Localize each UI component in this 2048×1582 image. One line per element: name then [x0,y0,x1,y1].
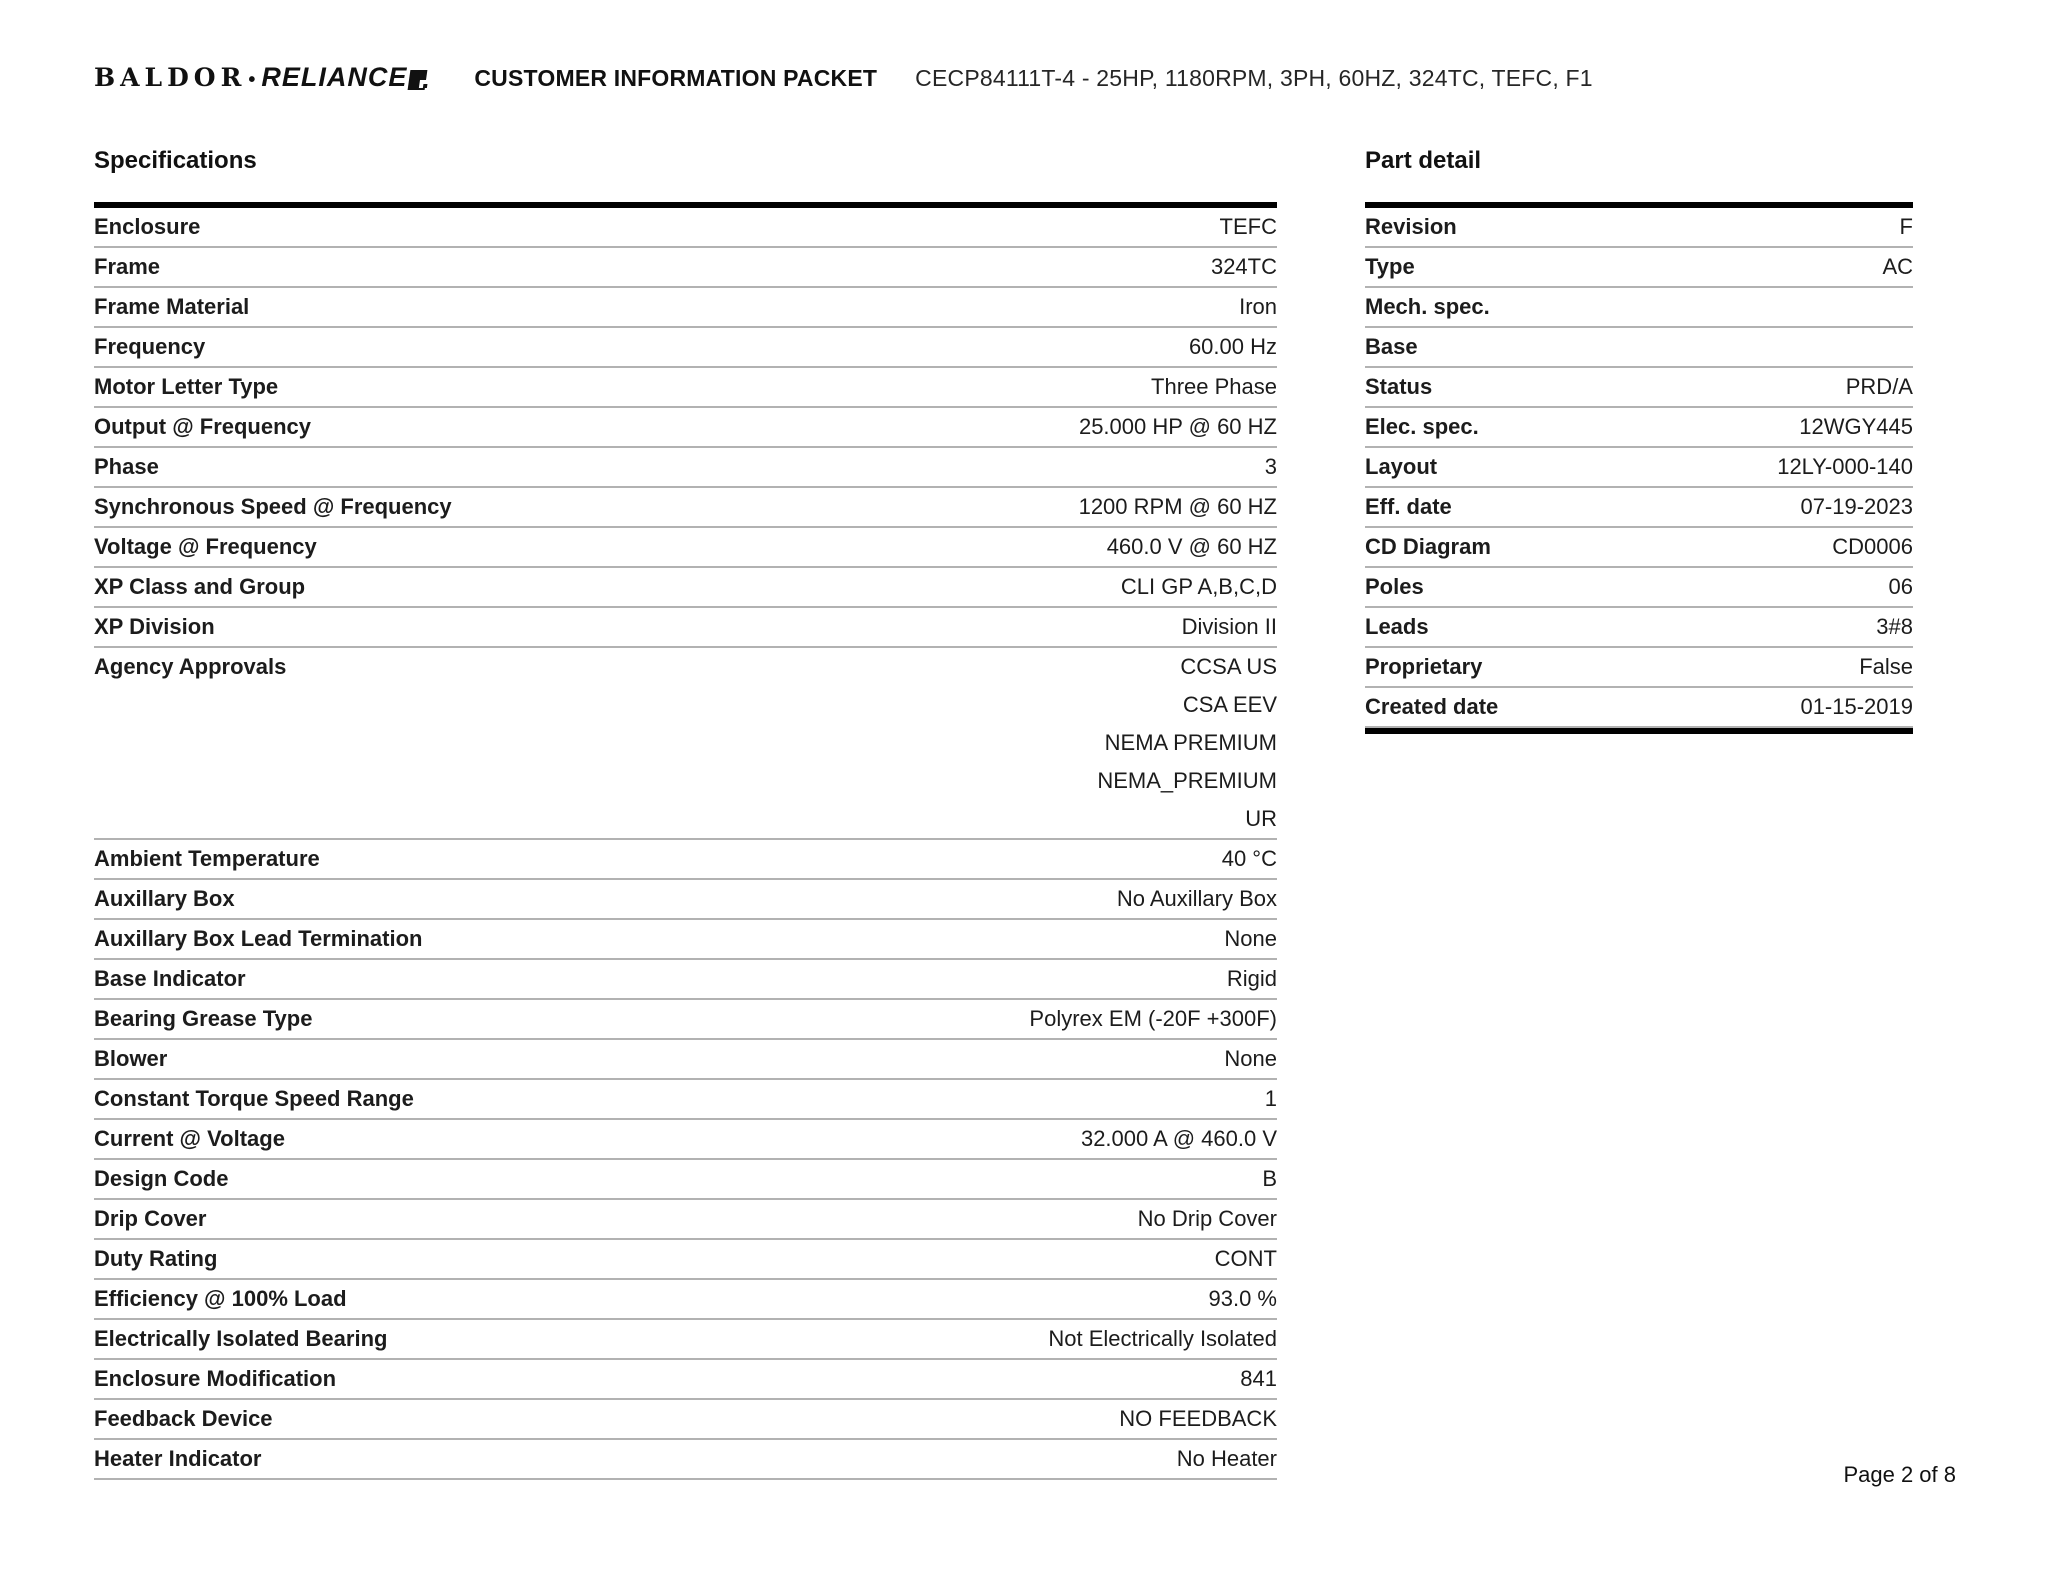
spec-row-label: Enclosure Modification [94,1366,337,1391]
spec-row [94,528,1277,568]
spec-row-value-line: 3 [1264,454,1277,479]
spec-row [94,568,1277,608]
spec-row-value [1151,368,1277,406]
part-row-value-line: F [1899,214,1913,239]
spec-row-value-line: Iron [1239,294,1277,319]
spec-row-label: Auxillary Box [94,886,235,911]
part-row-value [1800,488,1913,526]
part-row-label: Created date [1365,694,1499,719]
part-row-value [1876,608,1913,646]
spec-row-label: Electrically Isolated Bearing [94,1326,388,1351]
part-row-label: Elec. spec. [1365,414,1479,439]
spec-row-value-line: NEMA_PREMIUM [1097,768,1277,793]
spec-row-value [1211,248,1277,286]
spec-row [94,1160,1277,1200]
spec-row-value [1081,1120,1277,1158]
spec-row [94,488,1277,528]
spec-row-value-line: No Drip Cover [1137,1206,1277,1231]
part-row-label: Mech. spec. [1365,294,1490,319]
part-row-value-line: 01-15-2019 [1800,694,1913,719]
part-row-value [1859,648,1913,686]
spec-row-value [1189,328,1277,366]
spec-row-value [1138,1200,1277,1238]
part-row-label: Leads [1365,614,1429,639]
spec-row-value [1209,1280,1278,1318]
spec-row-value-line: B [1262,1166,1277,1191]
part-row-label: Poles [1365,574,1424,599]
part-row [1365,528,1913,568]
spec-row-label: Frame Material [94,294,250,319]
spec-row [94,920,1277,960]
part-row-label: Type [1365,254,1415,279]
part-row [1365,408,1913,448]
spec-row-value [1117,880,1277,918]
spec-row-value-line: 93.0 % [1208,1286,1277,1311]
spec-row-value-line: Polyrex EM (-20F +300F) [1029,1006,1277,1031]
spec-row-label: Base Indicator [94,966,246,991]
spec-row [94,1280,1277,1320]
baldor-reliance-logo [94,62,426,93]
spec-row [94,208,1277,248]
specifications-table [94,202,1277,1480]
part-detail-section [1365,146,1913,734]
spec-row [94,840,1277,880]
part-row-label: Status [1365,374,1433,399]
spec-row-value-line: 40 °C [1221,846,1277,871]
spec-row-value [1240,1360,1277,1398]
spec-row-value [1107,528,1277,566]
part-row-label: CD Diagram [1365,534,1491,559]
spec-row [94,1080,1277,1120]
spec-row [94,1120,1277,1160]
spec-row-label: XP Class and Group [94,574,306,599]
spec-row-label: Efficiency @ 100% Load [94,1286,347,1311]
spec-row [94,1320,1277,1360]
spec-row [94,1040,1277,1080]
spec-row [94,288,1277,328]
spec-row [94,1360,1277,1400]
spec-row-value-line: Three Phase [1151,374,1277,399]
part-row-value-line: 12LY-000-140 [1777,454,1913,479]
part-row [1365,288,1913,328]
spec-row-label: Frequency [94,334,206,359]
spec-row-value [1121,568,1277,606]
spec-row-value-line: No Auxillary Box [1116,886,1277,911]
spec-row-value-line: 25.000 HP @ 60 HZ [1078,414,1277,439]
part-row-value [1799,408,1913,446]
part-row [1365,568,1913,608]
spec-row-label: Bearing Grease Type [94,1006,313,1031]
spec-row-label: Design Code [94,1166,229,1191]
part-row-label: Layout [1365,454,1438,479]
part-row-value [1882,248,1913,286]
spec-row [94,448,1277,488]
part-row-value [1900,208,1913,246]
spec-row-value-line: CONT [1214,1246,1277,1271]
spec-row-value-line: 460.0 V @ 60 HZ [1106,534,1277,559]
spec-row-label: Duty Rating [94,1246,218,1271]
part-row-value [1800,688,1913,726]
spec-row-value [1119,1400,1277,1438]
spec-row-label: Phase [94,454,159,479]
part-row-value [1832,528,1913,566]
spec-row-label: Voltage @ Frequency [94,534,317,559]
spec-row-value [1224,920,1277,958]
spec-row [94,960,1277,1000]
part-row-label: Revision [1365,214,1457,239]
part-row [1365,448,1913,488]
spec-row-value [1182,608,1277,646]
spec-row-label: XP Division [94,614,215,639]
spec-row-label: Synchronous Speed @ Frequency [94,494,452,519]
spec-row-label: Heater Indicator [94,1446,262,1471]
part-row-label: Base [1365,334,1418,359]
part-row-value [1889,568,1913,606]
spec-row-value-line: Division II [1181,614,1277,639]
spec-row-value [1227,960,1277,998]
spec-row-value [1048,1320,1277,1358]
part-row-value [1777,448,1913,486]
spec-row [94,1240,1277,1280]
part-detail-table [1365,202,1913,734]
page-header [94,62,1956,93]
part-row-value [1846,368,1913,406]
spec-row-value-line: None [1224,1046,1277,1071]
part-row-value-line: False [1859,654,1913,679]
page-number: Page 2 of 8 [1843,1462,1956,1487]
spec-row-label: Auxillary Box Lead Termination [94,926,423,951]
spec-row [94,608,1277,648]
spec-row-value [1097,648,1277,838]
spec-row-value [1220,208,1277,246]
spec-row-value-line: 1200 RPM @ 60 HZ [1078,494,1277,519]
spec-row-label: Agency Approvals [94,654,287,679]
spec-row-value-line: Not Electrically Isolated [1048,1326,1277,1351]
spec-row-value [1222,840,1277,878]
spec-row-value-line: TEFC [1219,214,1277,239]
part-row [1365,648,1913,688]
spec-row-value-line: NEMA PREMIUM [1104,730,1277,755]
part-detail-title: Part detail [1365,147,1482,174]
spec-row [94,648,1277,840]
spec-row-value [1215,1240,1277,1278]
spec-row [94,1400,1277,1440]
spec-row-value [1262,1160,1277,1198]
part-row [1365,688,1913,728]
spec-row-label: Constant Torque Speed Range [94,1086,414,1111]
spec-row-value [1265,1080,1277,1118]
spec-row-value-line: CCSA US [1180,654,1277,679]
spec-row-label: Motor Letter Type [94,374,279,399]
spec-row-value-line: No Heater [1176,1446,1277,1471]
spec-row-value-line: 324TC [1210,254,1277,279]
specifications-title: Specifications [94,147,257,174]
logo-baldor-text: BALDOR [94,63,247,92]
spec-row-value-line: 32.000 A @ 460.0 V [1080,1126,1277,1151]
reliance-box-mark-icon [408,70,428,90]
spec-row-value-line: 60.00 Hz [1188,334,1277,359]
spec-row-value-line: CSA EEV [1182,692,1277,717]
spec-row-value [1224,1040,1277,1078]
spec-row-value-line: None [1224,926,1277,951]
logo-reliance-text: RELIANCE [261,62,408,92]
part-row [1365,488,1913,528]
spec-row-value [1079,488,1277,526]
part-row-value-line: 12WGY445 [1799,414,1913,439]
spec-row-label: Frame [94,254,161,279]
spec-row-label: Enclosure [94,214,201,239]
part-row-value-line: PRD/A [1845,374,1913,399]
spec-row-label: Ambient Temperature [94,846,320,871]
document-title: CUSTOMER INFORMATION PACKET [474,65,878,91]
spec-row [94,368,1277,408]
part-row-value-line: 06 [1888,574,1913,599]
part-row [1365,248,1913,288]
specifications-section [94,146,1277,1480]
part-row-label: Proprietary [1365,654,1483,679]
part-number-line: CECP84111T-4 - 25HP, 1180RPM, 3PH, 60HZ, 324TC, TEFC, F1 [915,65,1593,91]
part-row [1365,368,1913,408]
spec-row-value-line: NO FEEDBACK [1119,1406,1277,1431]
spec-row-value-line: 841 [1240,1366,1277,1391]
spec-row [94,880,1277,920]
logo-dot-separator: • [248,69,256,91]
spec-row [94,1440,1277,1480]
spec-row-value-line: UR [1245,806,1277,831]
part-row-label: Eff. date [1365,494,1452,519]
spec-row [94,328,1277,368]
part-row [1365,328,1913,368]
spec-row-value [1177,1440,1277,1478]
spec-row-label: Output @ Frequency [94,414,312,439]
spec-row-value [1029,1000,1277,1038]
spec-row [94,408,1277,448]
spec-row-label: Feedback Device [94,1406,273,1431]
spec-row [94,1000,1277,1040]
spec-row-value-line: Rigid [1226,966,1277,991]
spec-row-value [1079,408,1277,446]
part-row [1365,608,1913,648]
part-row-value-line: 3#8 [1876,614,1913,639]
logo-mark-notch-dot [423,84,428,88]
spec-row-value [1239,288,1277,326]
spec-row-value-line: CLI GP A,B,C,D [1120,574,1277,599]
spec-row [94,248,1277,288]
spec-row-label: Drip Cover [94,1206,207,1231]
part-row-value-line: 07-19-2023 [1800,494,1913,519]
spec-row-label: Current @ Voltage [94,1126,285,1151]
spec-row-label: Blower [94,1046,168,1071]
part-row [1365,208,1913,248]
part-row-value-line: AC [1882,254,1913,279]
spec-row-value-line: 1 [1264,1086,1277,1111]
spec-row-value [1265,448,1277,486]
part-row-value-line: CD0006 [1832,534,1913,559]
spec-row [94,1200,1277,1240]
